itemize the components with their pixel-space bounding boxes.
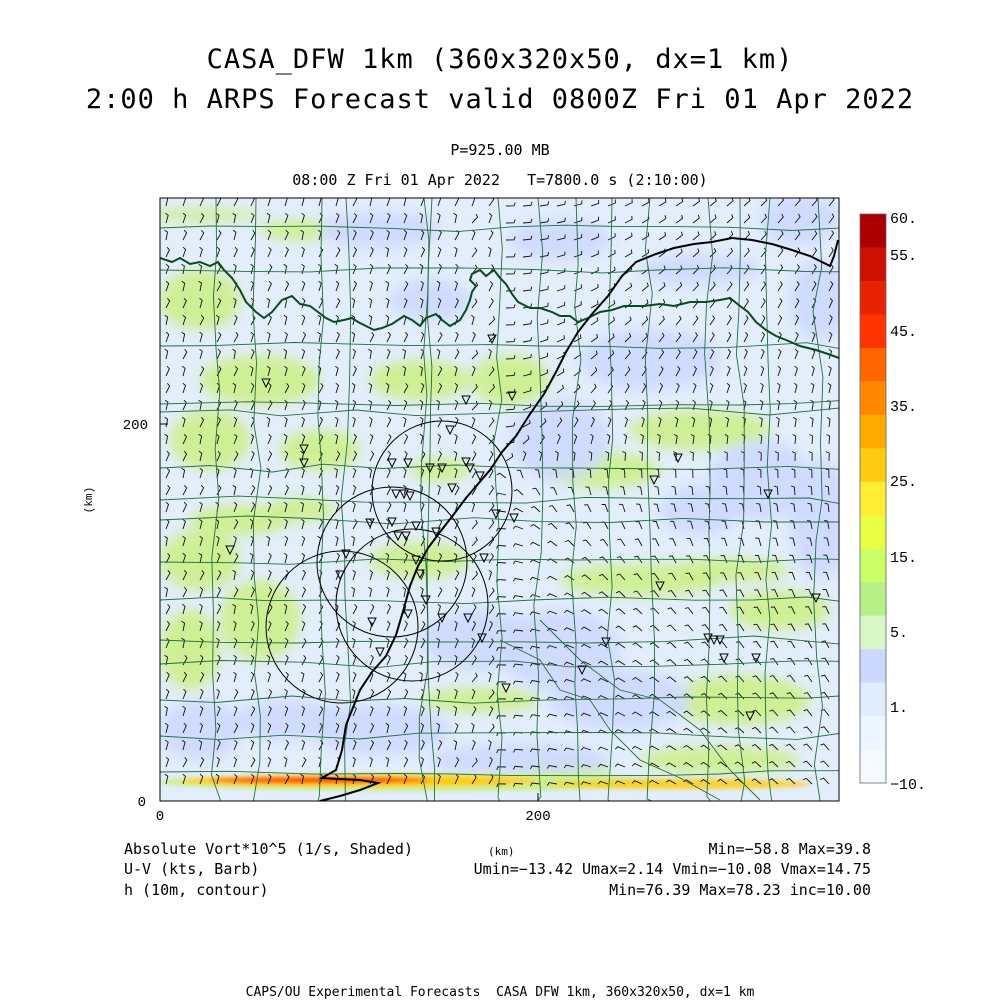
legend-field-vorticity: Absolute Vort*10^5 (1/s, Shaded) bbox=[124, 840, 413, 858]
colorbar-label: 35. bbox=[890, 399, 918, 416]
legend-units: (km) bbox=[488, 845, 515, 858]
colorbar-label: 60. bbox=[890, 211, 918, 228]
y-tick-label: 0 bbox=[137, 795, 146, 811]
colorbar-label: 1. bbox=[890, 700, 909, 717]
x-tick-label: 200 bbox=[525, 809, 551, 825]
y-axis-label: (km) bbox=[84, 486, 96, 514]
legend-stats-vorticity: Min=−58.8 Max=39.8 bbox=[708, 840, 871, 858]
valid-time-label: 08:00 Z Fri 01 Apr 2022 T=7800.0 s (2:10:00) bbox=[292, 171, 708, 189]
title-line-1: CASA_DFW 1km (360x320x50, dx=1 km) bbox=[206, 44, 794, 75]
legend-field-wind: U-V (kts, Barb) bbox=[124, 860, 260, 878]
credit-line: CAPS/OU Experimental Forecasts CASA DFW 1km, 360x320x50, dx=1 km bbox=[245, 985, 755, 1000]
legend-stats-height: Min=76.39 Max=78.23 inc=10.00 bbox=[609, 881, 871, 899]
colorbar bbox=[860, 211, 926, 794]
colorbar-label: 25. bbox=[890, 474, 918, 491]
pressure-level-label: P=925.00 MB bbox=[450, 141, 550, 159]
colorbar-label: 5. bbox=[890, 625, 909, 642]
colorbar-label: 55. bbox=[890, 248, 918, 265]
legend-field-height: h (10m, contour) bbox=[124, 881, 269, 899]
colorbar-label: 45. bbox=[890, 324, 918, 341]
colorbar-label: −10. bbox=[890, 777, 927, 794]
colorbar-label: 15. bbox=[890, 550, 918, 567]
title-line-2: 2:00 h ARPS Forecast valid 0800Z Fri 01 Apr 2022 bbox=[85, 84, 915, 115]
legend-stats-wind: Umin=−13.42 Umax=2.14 Vmin=−10.08 Vmax=14.75 bbox=[473, 860, 871, 878]
y-tick-label: 200 bbox=[122, 418, 148, 434]
x-tick-label: 0 bbox=[155, 809, 165, 825]
